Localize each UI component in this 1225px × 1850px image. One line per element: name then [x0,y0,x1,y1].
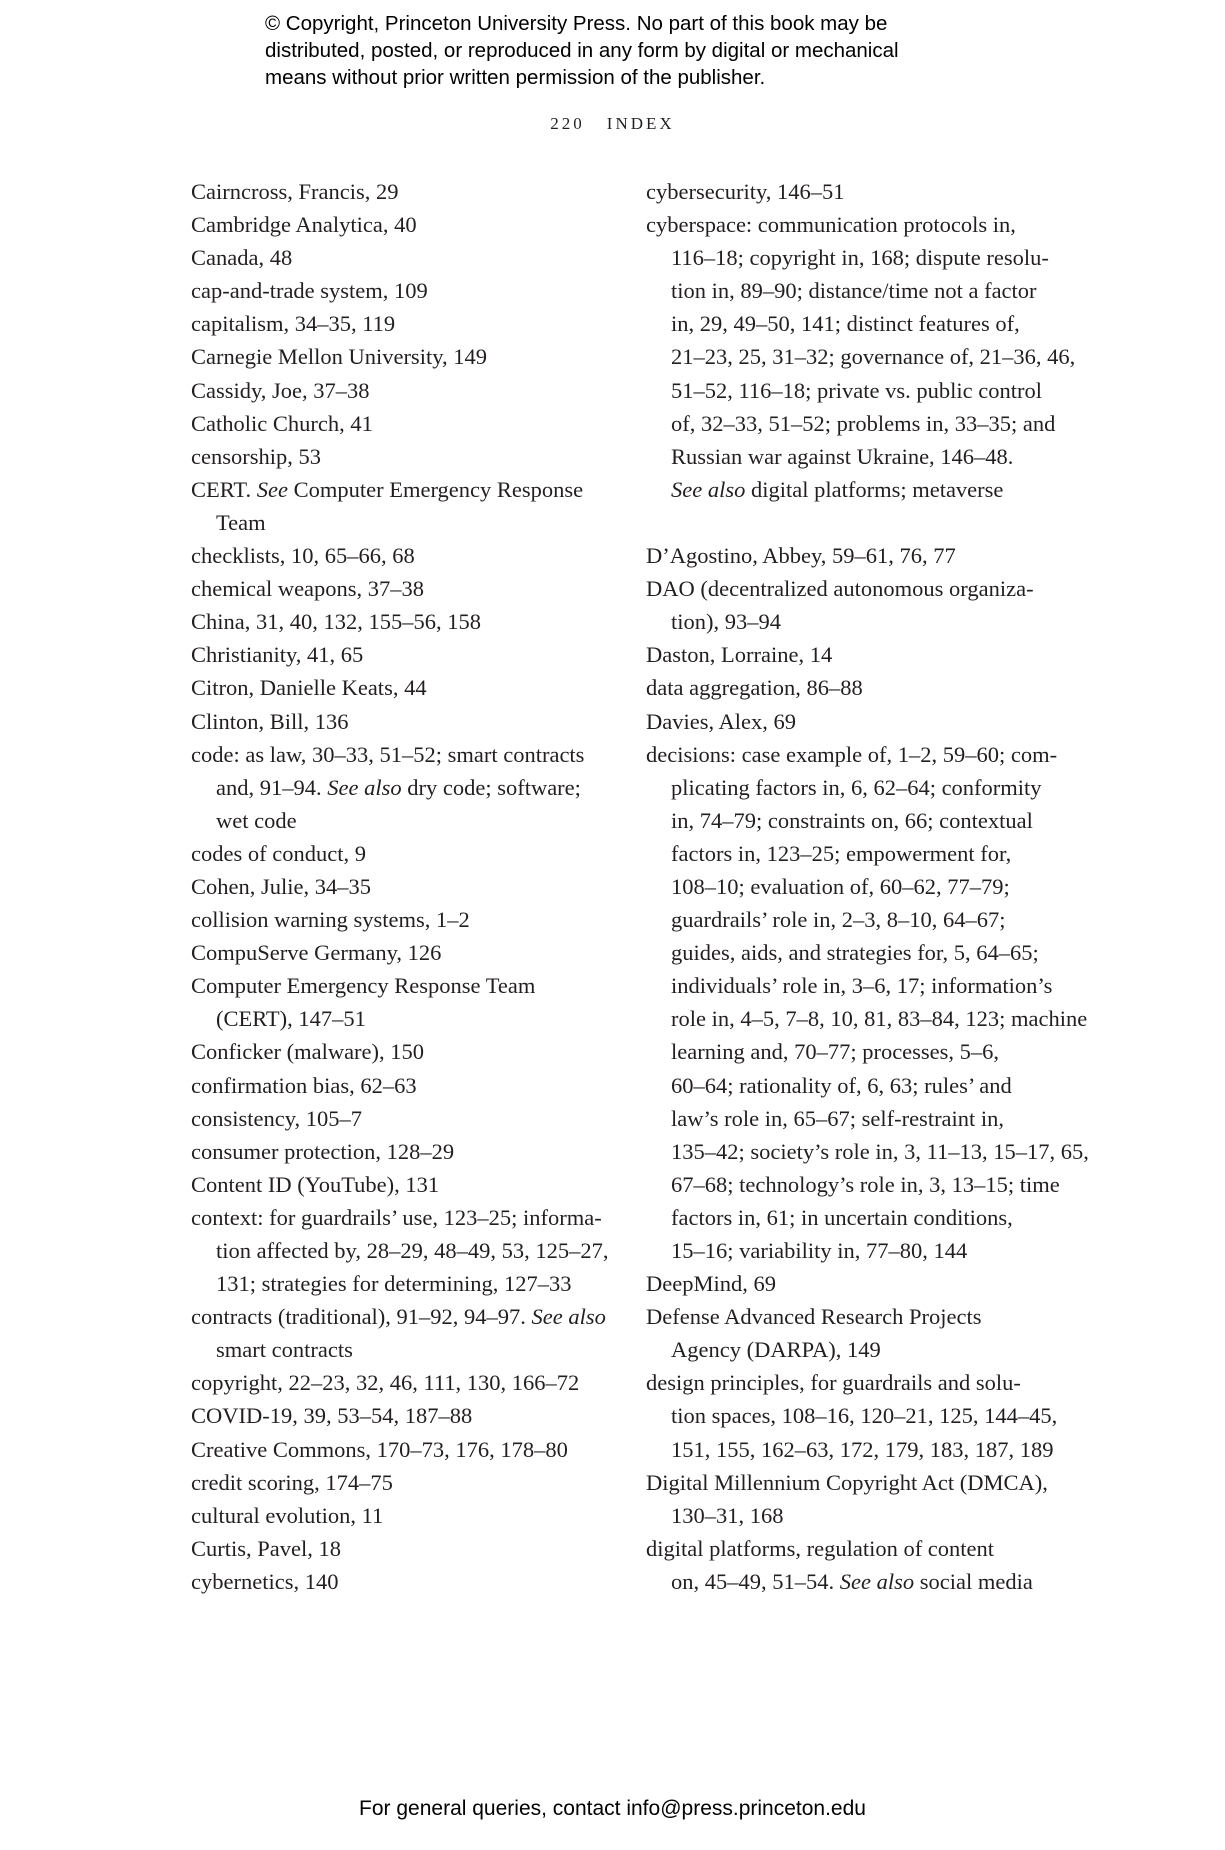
index-entry [191,1433,611,1466]
index-entry-line: Cairncross, Francis, 29 [191,179,399,204]
index-entry-continuation: factors in, 123–25; empowerment for, [671,840,1012,866]
index-entry-line: decisions: case example of, 1–2, 59–60; com- [646,741,1058,767]
index-entry-continuation: 108–10; evaluation of, 60–62, 77–79; [671,873,1010,899]
index-entry-line: digital platforms, regulation of content [646,1535,995,1561]
index-entry-line: codes of conduct, 9 [191,840,366,866]
index-entry-continuation: tion), 93–94 [671,609,781,635]
index-entry-line: DAO (decentralized autonomous organiza- [646,576,1034,602]
index-entry [191,241,611,274]
index-entry [191,969,611,1035]
index-entry-continuation: role in, 4–5, 7–8, 10, 81, 83–84, 123; machine [671,1006,1088,1032]
index-entry [646,738,1089,1268]
index-entry-line: Content ID (YouTube), 131 [191,1171,440,1197]
index-entry-continuation: learning and, 70–77; processes, 5–6, [671,1039,1000,1065]
index-entry-line: censorship, 53 [191,443,321,469]
index-entry [646,705,1066,738]
index-entry-line: COVID-19, 39, 53–54, 187–88 [191,1403,473,1429]
index-entry-line: design principles, for guardrails and solu- [646,1370,1021,1396]
index-entry [191,307,611,340]
index-entry [191,1466,611,1499]
index-entry [646,539,1066,572]
index-entry-continuation: Russian war against Ukraine, 146–48. [671,443,1014,469]
index-entry [646,671,1066,704]
index-entry-continuation: 15–16; variability in, 77–80, 144 [671,1238,968,1263]
index-entry-line: Citron, Danielle Keats, 44 [191,675,427,701]
index-entry-line: cyberspace: communication protocols in, [646,212,1016,238]
index-entry [191,1300,611,1366]
index-entry-line: credit scoring, 174–75 [191,1469,393,1495]
index-entry-continuation: in, 29, 49–50, 141; distinct features of, [671,311,1020,337]
index-entry-continuation: See also digital platforms; metaverse [671,476,1004,502]
index-entry-line: Conficker (malware), 150 [191,1039,425,1065]
index-entry [191,473,611,539]
index-entry [646,208,1076,506]
index-entry [191,175,611,208]
index-entry-continuation: of, 32–33, 51–52; problems in, 33–35; and [671,410,1056,436]
index-entry-line: Canada, 48 [191,245,293,271]
index-entry [191,1565,611,1598]
index-entry-line: confirmation bias, 62–63 [191,1072,417,1098]
index-entry [191,572,611,605]
index-entry-continuation: Team [216,509,266,535]
index-entry [191,837,611,870]
index-entry [191,440,611,473]
index-entry-line: DeepMind, 69 [646,1271,776,1297]
index-entry [191,638,611,671]
index-entry-line: code: as law, 30–33, 51–52; smart contracts [191,741,585,767]
index-entry [191,340,611,373]
index-entry [191,274,611,307]
index-entry-continuation: plicating factors in, 6, 62–64; conformity [671,774,1042,800]
index-entry [191,374,611,407]
index-entry [191,1366,611,1399]
index-entry-continuation: 60–64; rationality of, 6, 63; rules’ and [671,1072,1012,1098]
copyright-line: © Copyright, Princeton University Press. No part of this book may be [265,12,888,35]
index-entry [191,1135,611,1168]
index-entry-continuation: factors in, 61; in uncertain conditions, [671,1204,1013,1230]
index-entry-continuation: wet code [216,807,297,833]
footer-contact: For general queries, contact info@press.princeton.edu [359,1797,866,1820]
index-entry-line: copyright, 22–23, 32, 46, 111, 130, 166–72 [191,1370,580,1396]
index-entry [646,175,1066,208]
index-entry-line: Clinton, Bill, 136 [191,708,349,734]
index-entry-line: consistency, 105–7 [191,1105,363,1131]
index-entry-line: collision warning systems, 1–2 [191,907,470,933]
index-entry-continuation: 51–52, 116–18; private vs. public control [671,377,1042,403]
index-entry [191,1102,611,1135]
index-entry [191,539,611,572]
index-entry-line: Computer Emergency Response Team [191,973,536,999]
index-entry [646,1366,1066,1465]
index-entry-line: context: for guardrails’ use, 123–25; informa- [191,1204,602,1230]
index-entry-line: Cassidy, Joe, 37–38 [191,377,370,403]
index-entry [191,870,611,903]
index-entry-continuation: in, 74–79; constraints on, 66; contextual [671,807,1033,833]
index-entry [191,1035,611,1068]
index-entry [191,1499,611,1532]
index-entry-line: Curtis, Pavel, 18 [191,1535,341,1561]
index-entry-continuation: 116–18; copyright in, 168; dispute resolu- [671,245,1049,271]
index-entry-continuation: 151, 155, 162–63, 172, 179, 183, 187, 189 [671,1436,1054,1462]
index-entry-line: chemical weapons, 37–38 [191,576,425,602]
index-entry-line: cybersecurity, 146–51 [646,179,845,204]
index-entry-line: Cambridge Analytica, 40 [191,212,417,238]
index-entry [646,1466,1066,1532]
index-entry-line: cultural evolution, 11 [191,1502,384,1528]
index-entry [191,407,611,440]
index-entry-continuation: individuals’ role in, 3–6, 17; information’s [671,973,1053,999]
index-entry-continuation: Agency (DARPA), 149 [671,1337,881,1363]
section-title: INDEX [606,114,675,133]
index-entry-continuation: 131; strategies for determining, 127–33 [216,1271,572,1297]
index-entry [646,1300,1066,1366]
copyright-line: distributed, posted, or reproduced in any form by digital or mechanical [265,39,899,62]
index-entry-continuation: tion affected by, 28–29, 48–49, 53, 125–27, [216,1238,609,1263]
index-entry [646,1532,1066,1598]
index-entry-line: Creative Commons, 170–73, 176, 178–80 [191,1436,568,1462]
index-entry-continuation: guardrails’ role in, 2–3, 8–10, 64–67; [671,907,1006,933]
index-entry [646,572,1066,638]
index-entry-line: consumer protection, 128–29 [191,1138,455,1164]
index-entry [191,1399,611,1432]
index-entry-line: Cohen, Julie, 34–35 [191,873,371,899]
index-entry-line: cybernetics, 140 [191,1568,339,1594]
index-entry [191,671,611,704]
index-entry-continuation: 21–23, 25, 31–32; governance of, 21–36, 46, [671,344,1076,370]
index-entry-line: CERT. See Computer Emergency Response [191,476,584,502]
index-entry-continuation: tion spaces, 108–16, 120–21, 125, 144–45, [671,1403,1058,1429]
index-entry [191,1201,611,1300]
index-entry-line: data aggregation, 86–88 [646,675,863,701]
index-entry-continuation: law’s role in, 65–67; self-restraint in, [671,1105,1005,1131]
index-entry-line: Digital Millennium Copyright Act (DMCA), [646,1469,1048,1495]
index-column-right [646,175,1089,1598]
index-entry-continuation: smart contracts [216,1337,353,1363]
running-head [0,114,1225,134]
index-entry-line: China, 31, 40, 132, 155–56, 158 [191,609,481,635]
index-entry-continuation: guides, aids, and strategies for, 5, 64–65; [671,940,1039,966]
index-entry-line: Carnegie Mellon University, 149 [191,344,487,370]
index-entry [191,936,611,969]
copyright-notice [265,10,1025,91]
index-entry-continuation: 130–31, 168 [671,1502,784,1528]
index-entry-line: checklists, 10, 65–66, 68 [191,543,415,569]
copyright-line: means without prior written permission of the publisher. [265,66,766,89]
index-entry [191,208,611,241]
index-entry [191,1168,611,1201]
index-entry-line: Daston, Lorraine, 14 [646,642,833,668]
index-entry-line: capitalism, 34–35, 119 [191,311,396,337]
index-entry-continuation: 135–42; society’s role in, 3, 11–13, 15–17, 65, [671,1138,1089,1164]
index-column-left [191,175,611,1598]
index-entry [646,1267,1066,1300]
index-entry-line: contracts (traditional), 91–92, 94–97. See also [191,1304,606,1330]
index-entry-line: CompuServe Germany, 126 [191,940,442,966]
page-number: 220 [550,114,585,133]
index-entry-line: Catholic Church, 41 [191,410,373,436]
index-entry-line: cap-and-trade system, 109 [191,278,428,304]
index-entry [191,903,611,936]
index-entry [191,605,611,638]
index-entry-line: Davies, Alex, 69 [646,708,796,734]
index-entry-line: Christianity, 41, 65 [191,642,364,668]
index-entry-continuation: on, 45–49, 51–54. See also social media [671,1568,1033,1594]
index-entry-continuation: 67–68; technology’s role in, 3, 13–15; time [671,1171,1060,1197]
index-entry-line: D’Agostino, Abbey, 59–61, 76, 77 [646,543,956,569]
index-entry [191,705,611,738]
index-entry [191,1069,611,1102]
index-entry [191,738,611,837]
index-entry-line: Defense Advanced Research Projects [646,1304,982,1330]
index-entry [646,638,1066,671]
index-entry-continuation: tion in, 89–90; distance/time not a factor [671,278,1037,304]
index-entry [191,1532,611,1565]
letter-group-gap [646,506,1066,539]
index-entry-continuation: (CERT), 147–51 [216,1006,366,1032]
index-entry-continuation: and, 91–94. See also dry code; software; [216,774,581,800]
